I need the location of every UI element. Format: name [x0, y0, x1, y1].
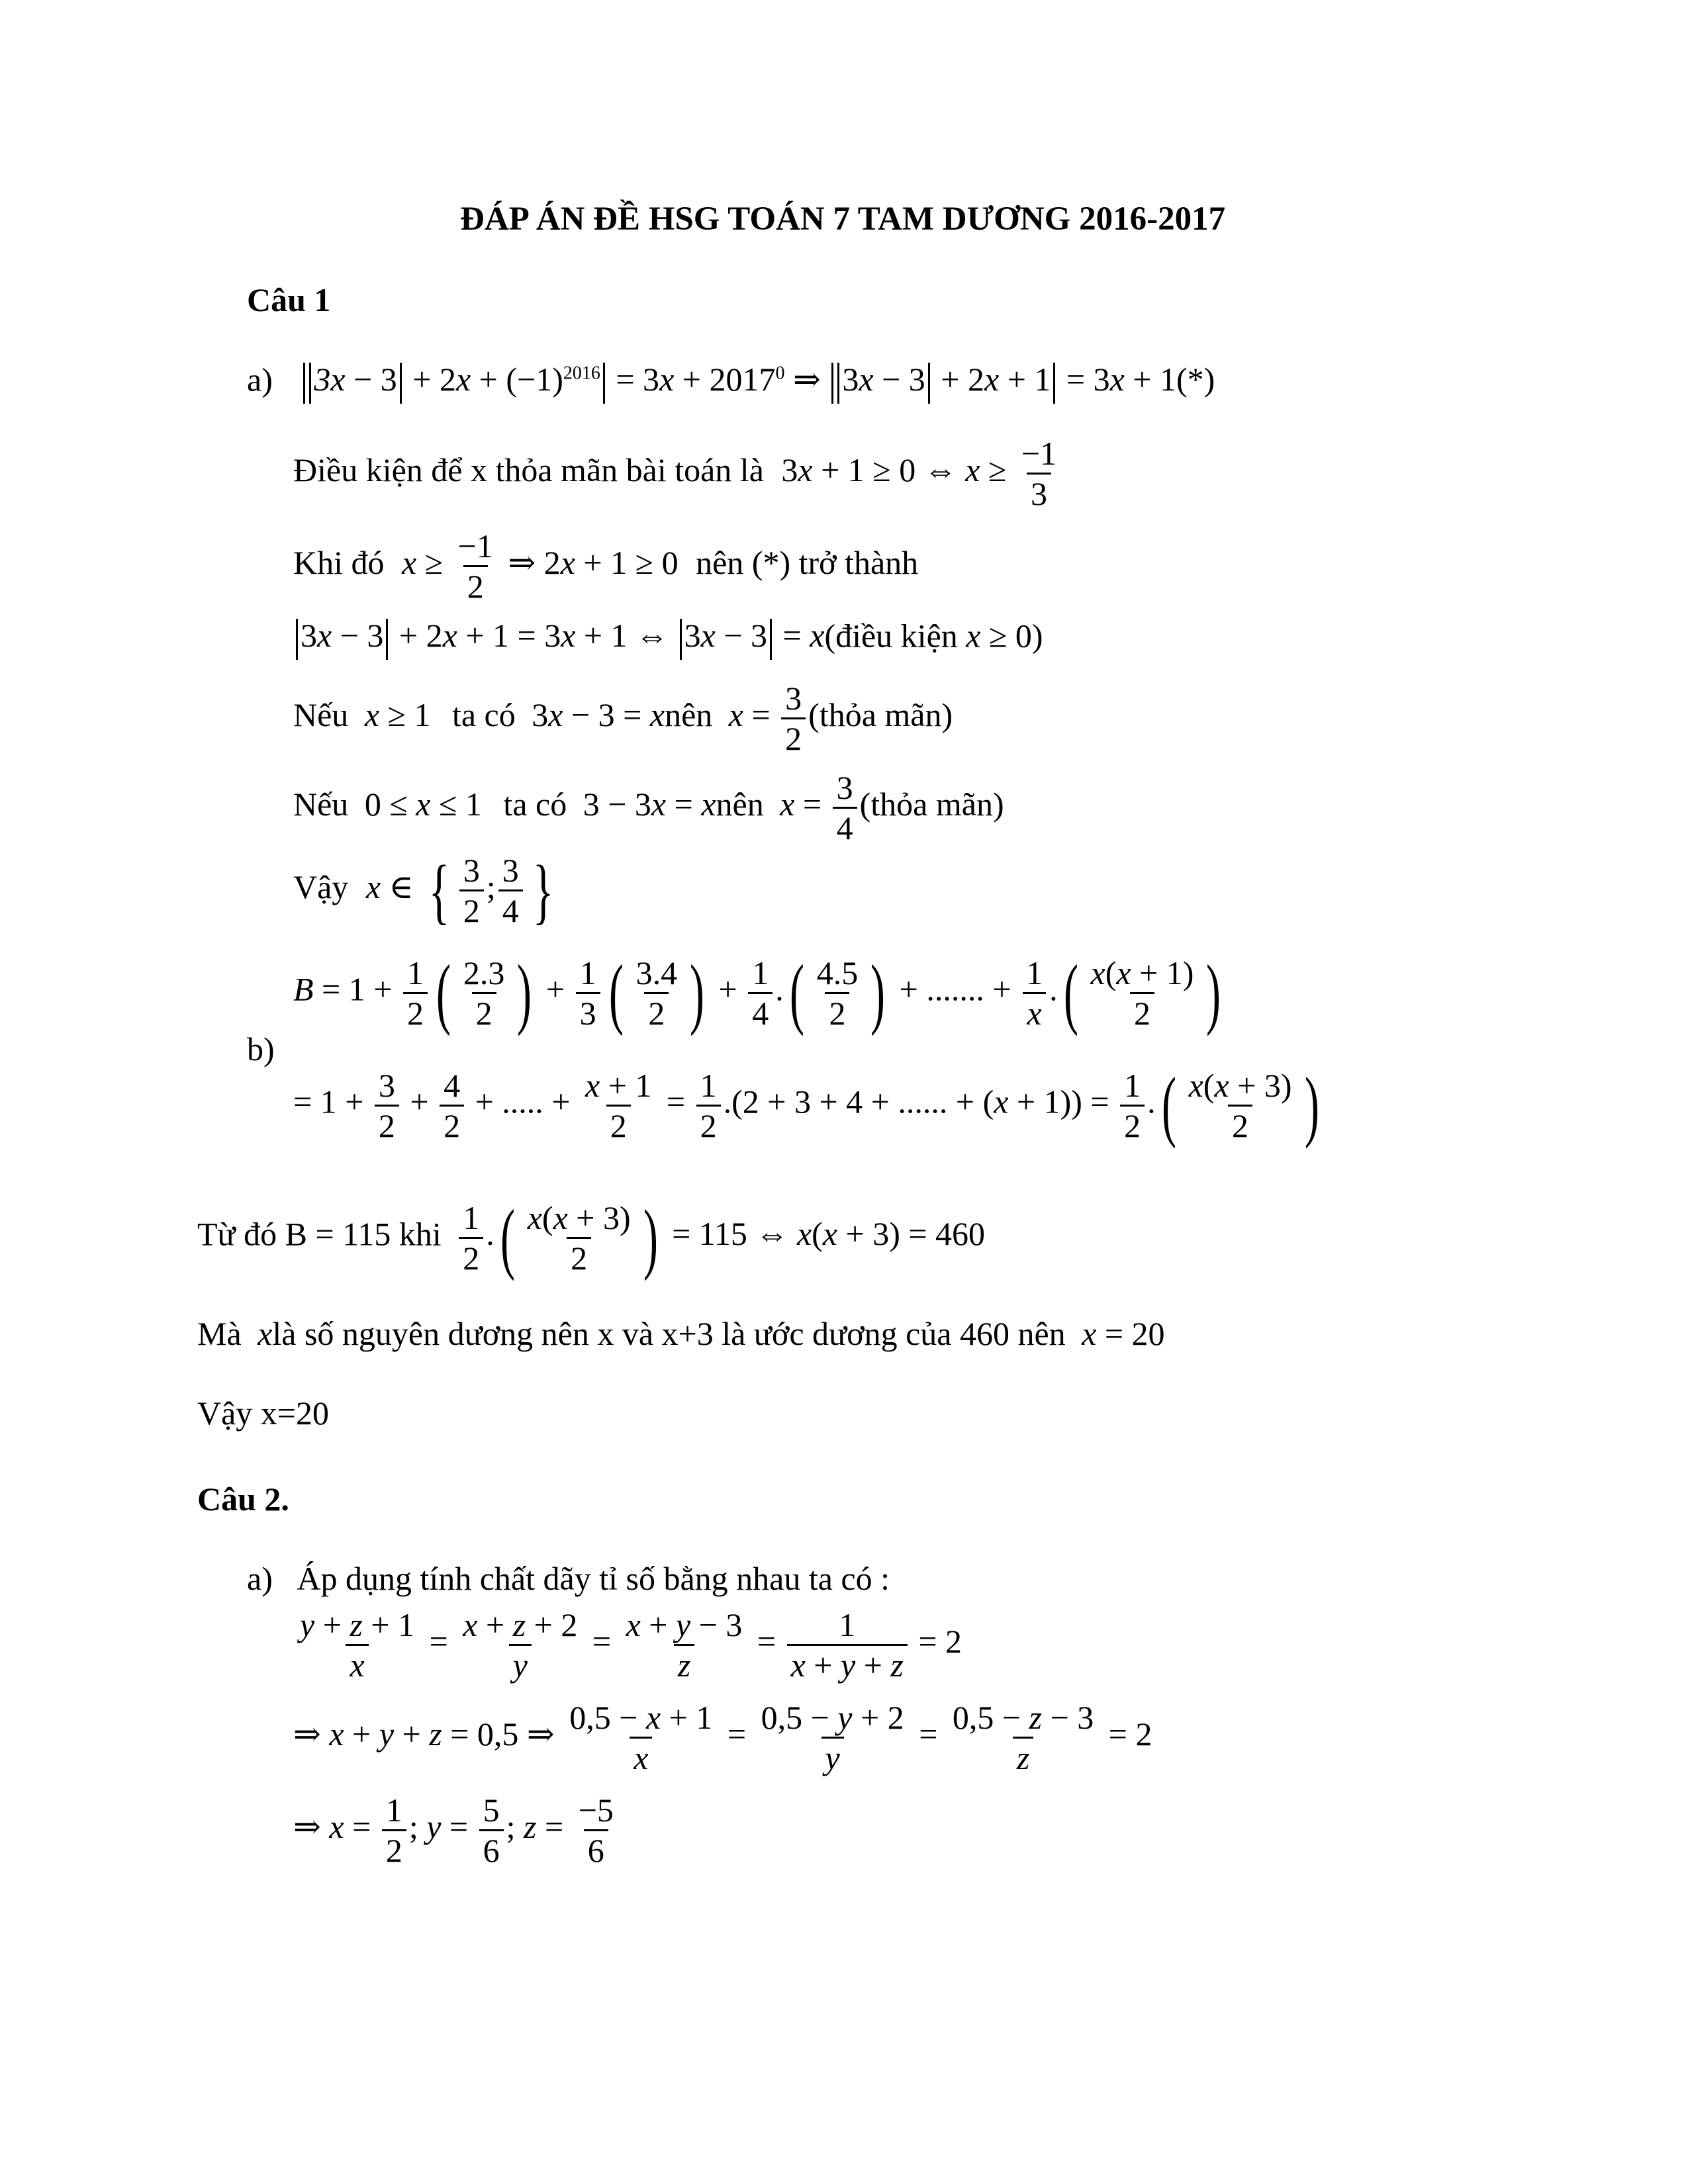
cau1-heading: Câu 1	[247, 281, 331, 318]
cau1-a-line4: 3x − 3 + 2x + 1 = 3x + 1 ⇔ 3x − 3 = x(điều kiện x ≥ 0)	[293, 619, 1043, 660]
cau1-a-line6-post: (thỏa mãn)	[859, 785, 1004, 823]
cau2-a-text: Áp dụng tính chất dãy tỉ số bằng nhau ta có :	[297, 1560, 890, 1597]
cau1-a-line5-mid: ta có	[451, 696, 516, 733]
page-title: ĐÁP ÁN ĐỀ HSG TOÁN 7 TAM DƯƠNG 2016-2017	[460, 201, 1226, 238]
cau2-a-line2: $\frac{y + z + 1}{x}$ = $\frac{x + z + 2}{y}$ = $\frac{x + y - 3}{z}$ = $\frac{1}{x + y + z}$ = 2	[300, 1606, 962, 1684]
cau2-a-line3: ⇒ x + y + z = 0,5 ⇒ $\frac{0,5 - x + 1}{x}$ = $\frac{0,5 - y + 2}{y}$ = $\frac{0,5 - z - 3}{z}$ = 2	[293, 1699, 1152, 1776]
cau1-b-label: b)	[247, 1030, 275, 1068]
cau1-a-line7: Vậy x ∈ { $\frac{3}{2}$ ; $\frac{3}{4}$ }	[293, 850, 553, 931]
cau1-a-line1: a) $3x - 3 + 2x + (-1)^{2016} = 3x + 2017^0$ ⇒ 3x − 3 + 2x + 1 = 3x + 1(*)	[247, 363, 1215, 404]
cau1-a-line5-pre: Nếu	[293, 696, 349, 733]
cau1-a-line3-post: nên (*) trở thành	[696, 543, 919, 581]
cau1-conclusion3: Vậy x=20	[197, 1394, 329, 1432]
cau1-a-line2-text: Điều kiện để x thỏa mãn bài toán là	[293, 451, 764, 488]
cau1-a-line7-pre: Vậy	[293, 868, 349, 905]
cau1-a-line3-pre: Khi đó	[293, 543, 385, 581]
cau1-b-line2: = 1 + $\frac{3}{2}$ + $\frac{4}{2}$ + ..... + $\frac{x + 1}{2}$ = $\frac{1}{2}$ .(2 + 3 + 4 + ...... + (x + 1)) = $\frac{1}{2}$ .( $\frac{x(x + 3)}{2}$ )	[293, 1061, 1319, 1149]
cau1-a-line6-nen: nên	[716, 785, 764, 823]
cau1-conclusion1: Từ đó B = 115 khi $\frac{1}{2}$ .( $\frac{x(x + 3)}{2}$ ) = 115 ⇔ x(x + 3) = 460	[197, 1193, 986, 1281]
cau2-a-line4: ⇒ x = $\frac{1}{2}$ ; y = $\frac{5}{6}$ ; z = $\frac{-5}{6}$	[293, 1792, 614, 1869]
cau1-conclusion2-pre: Mà	[197, 1315, 242, 1352]
cau1-a-line6-pre: Nếu	[293, 785, 349, 823]
cau2-a-line1	[247, 1562, 890, 1595]
cau1-a-line3: Khi đó x ≥ $\frac{-1}{2}$ ⇒ 2x + 1 ≥ 0 nên (*) trở thành	[293, 527, 919, 605]
cau1-a-line2: Điều kiện để x thỏa mãn bài toán là 3x + 1 ≥ 0 ⇔ x ≥ $\frac{-1}{3}$	[293, 435, 1057, 512]
cau1-conclusion1-pre: Từ đó B = 115 khi	[197, 1215, 442, 1253]
cau1-conclusion2-mid: là số nguyên dương nên x và x+3 là ước dương của 460 nên	[272, 1315, 1066, 1352]
cau1-a-label: a)	[247, 361, 273, 398]
cau1-a-line5-post: (thỏa mãn)	[808, 696, 953, 733]
cau1-a-line5-nen: nên	[665, 696, 713, 733]
cau2-heading: Câu 2.	[197, 1480, 289, 1518]
cau1-a-line6-mid: ta có	[503, 785, 567, 823]
cau1-a-line5: Nếu x ≥ 1 ta có 3x − 3 = xnên x = $\frac{3}{2}$ (thỏa mãn)	[293, 680, 953, 757]
cau1-a-line6: Nếu 0 ≤ x ≤ 1 ta có 3 − 3x = xnên x = $\frac{3}{4}$ (thỏa mãn)	[293, 769, 1004, 846]
cau1-a-line4-paren: (điều kiện	[824, 617, 958, 655]
cau1-conclusion2: Mà xlà số nguyên dương nên x và x+3 là ước dương của 460 nên x = 20	[197, 1315, 1165, 1352]
cau1-b-line1: B = 1 + $\frac{1}{2}$ ( $\frac{2.3}{2}$ ) + $\frac{1}{3}$ ( $\frac{3.4}{2}$ ) + $\frac{1}{4}$ .( $\frac{4.5}{2}$ ) + ....... + $\frac{1}{x}$ .( $\frac{x(x + 1)}{2}$ )	[293, 948, 1221, 1036]
cau2-a-label: a)	[247, 1560, 273, 1597]
